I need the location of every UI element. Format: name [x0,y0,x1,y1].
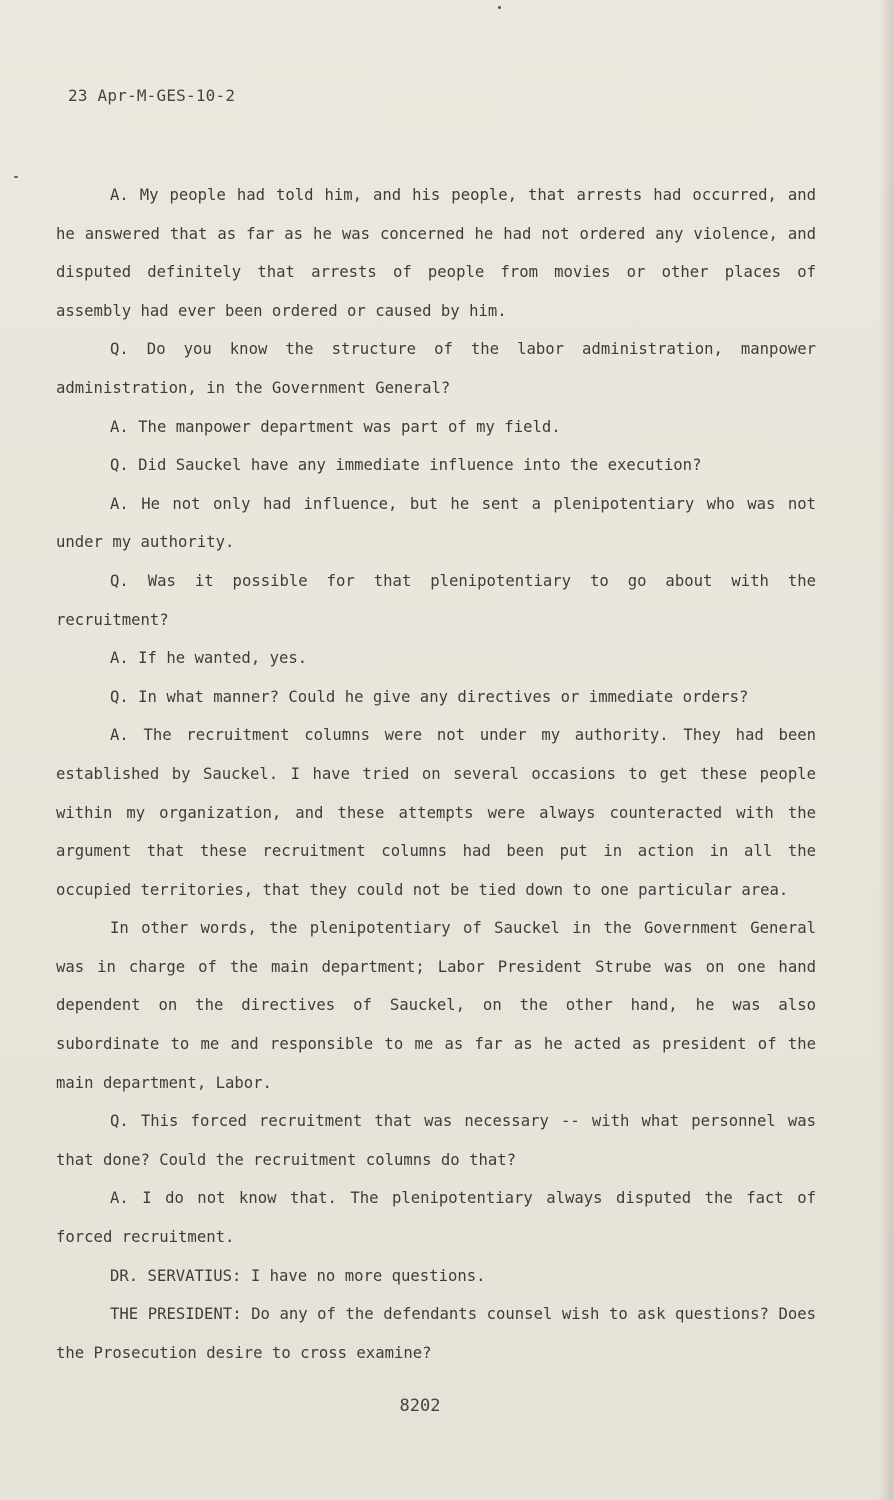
paper-speck [498,6,501,9]
paper-speck [14,176,18,178]
paragraph: A. He not only had influence, but he sent a plenipotentiary who was not under my authority. [56,494,816,552]
paragraph: A. The manpower department was part of my field. [110,417,561,436]
paragraph: Q. Did Sauckel have any immediate influence into the execution? [110,456,702,475]
paragraph: Q. In what manner? Could he give any directives or immediate orders? [110,687,749,706]
transcript-body [56,176,816,1372]
paragraph: DR. SERVATIUS: I have no more questions. [110,1266,486,1285]
paragraph: A. The recruitment columns were not under my authority. They had been established by Sauckel. I have tried on several occasions to get these people within my organization, and these attempts were always counteracted with the argument that these recruitment columns had been put in action in all the occupied territories, that they could not be tied down to one particular area. [56,726,816,899]
paragraph: Q. Was it possible for that plenipotentiary to go about with the recruitment? [56,571,816,629]
paragraph: A. If he wanted, yes. [110,649,308,668]
paragraph: Q. Do you know the structure of the labor administration, manpower administration, in the Government General? [56,340,816,397]
page-edge-shadow [879,0,893,1500]
paragraph: A. I do not know that. The plenipotentiary always disputed the fact of forced recruitment. [56,1189,816,1247]
paragraph: Q. This forced recruitment that was necessary -- with what personnel was that done? Could the recruitment columns do that? [56,1112,816,1169]
paragraph: In other words, the plenipotentiary of Sauckel in the Government General was in charge of the main department; Labor President Strube was on one hand dependent on the directives of Sauckel, on the other hand, he was also subordinate to me and responsible to me as far as he acted as president of the main department, Labor. [56,919,816,1092]
document-reference: 23 Apr-M-GES-10-2 [68,86,236,105]
paragraph: A. My people had told him, and his people, that arrests had occurred, and he answered that as far as he was concerned he had not ordered any violence, and disputed definitely that arrests of people from movies or other places of assembly had ever been ordered or caused by him. [56,186,816,320]
paragraph: THE PRESIDENT: Do any of the defendants counsel wish to ask questions? Does the Prosecution desire to cross examine? [56,1305,816,1362]
page-number: 8202 [399,1396,441,1416]
